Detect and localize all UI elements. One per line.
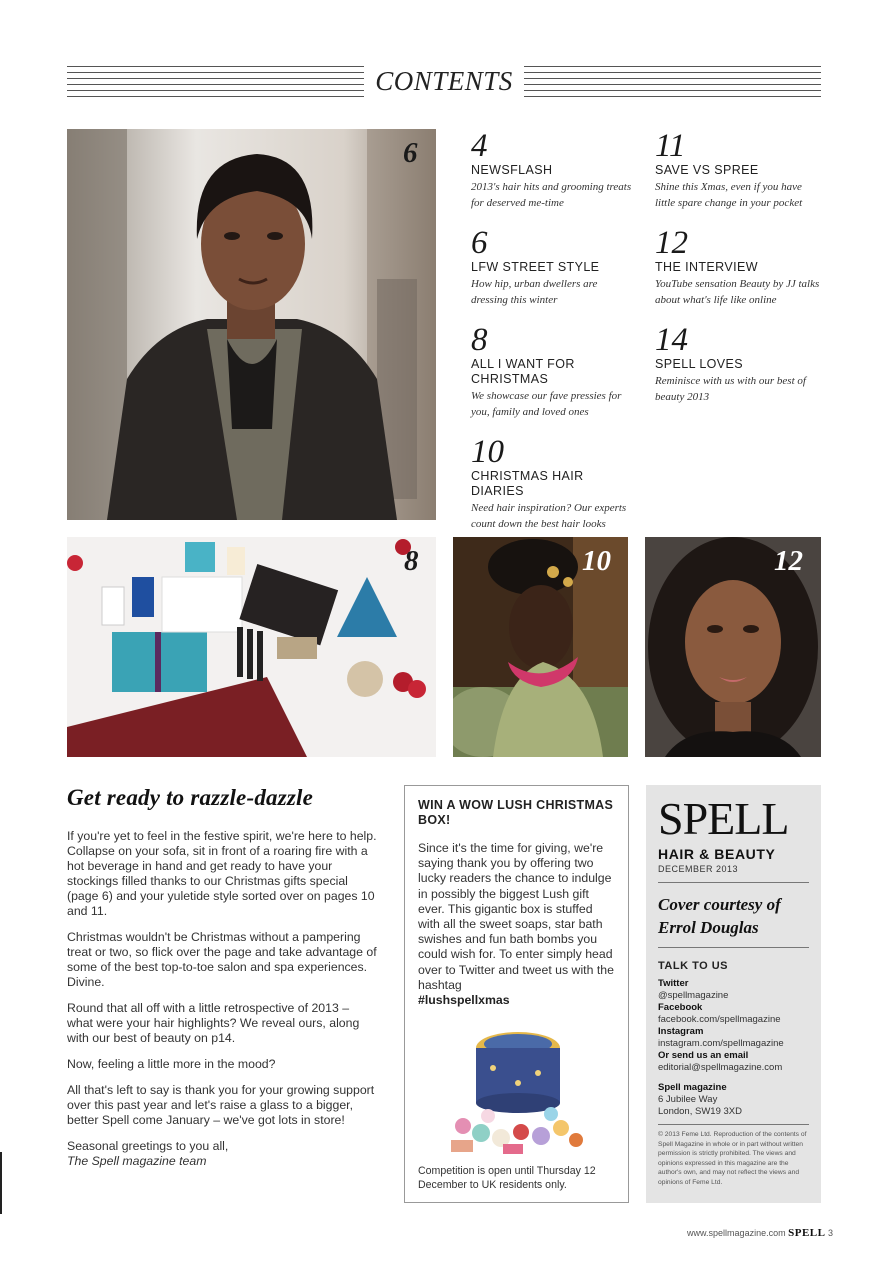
entry-title: LFW STREET STYLE [471,260,600,274]
signoff-team: The Spell magazine team [67,1154,207,1168]
legal-notice: © 2013 Feme Ltd. Reproduction of the contents of Spell Magazine in whole or in part without written permission is strictly prohibited. The views and opinions expressed in this magazine are the author's own, and may not reflect the views and opinions of Feme Ltd. [658,1131,807,1186]
contents-entry[interactable] [655,225,820,308]
entry-description: We showcase our fave pressies for you, family and loved ones [471,390,622,418]
address-line: 6 Jubilee Way [658,1094,718,1105]
editorial-signoff [67,1139,377,1169]
entry-title: ALL I WANT FOR CHRISTMAS [471,357,575,386]
entry-description: Reminisce with us with our best of beauty 2013 [655,375,806,403]
entry-page-number: 10 [471,434,504,470]
contact-item [658,1002,809,1026]
contact-item [658,1026,809,1050]
masthead-subtitle: HAIR & BEAUTY [658,846,776,862]
lush-gift-box-image [443,1028,593,1156]
competition-hashtag[interactable]: #lushspellxmas [418,993,510,1008]
signoff-greeting: Seasonal greetings to you all, [67,1139,229,1153]
address-line: London, SW19 3XD [658,1106,742,1117]
contents-entry[interactable] [655,322,820,405]
entry-title: SAVE VS SPREE [655,163,759,177]
entry-description: How hip, urban dwellers are dressing this winter [471,278,598,306]
competition-title: WIN A WOW LUSH CHRISTMAS BOX! [418,798,614,827]
entry-title: NEWSFLASH [471,163,553,177]
page-edge-mark [0,1152,2,1214]
competition-body [418,841,615,1008]
talk-to-us-heading: TALK TO US [658,960,728,972]
entry-title: SPELL LOVES [655,357,744,371]
entry-description: Need hair inspiration? Our experts count down the best hair looks [471,502,627,530]
street-style-photo [67,129,436,520]
competition-text: Since it's the time for giving, we're saying thank you by offering two lucky readers the chance to indulge in possibly the biggest Lush gift ever. This gigantic box is stuffed with all the sweet soaps, star bath swishes and fun bath bombs you could wish for. To enter simply head over to Twitter and tweet us with the hashtag [418,841,614,992]
divider [658,1124,809,1125]
page-footer [687,1227,833,1239]
footer-brand: SPELL [788,1227,826,1239]
footer-url[interactable]: www.spellmagazine.com [687,1228,786,1238]
email-link[interactable]: editorial@spellmagazine.com [658,1062,783,1073]
interview-photo [645,537,821,757]
address-label: Spell magazine [658,1082,727,1093]
entry-description: YouTube sensation Beauty by JJ talks about what's life like online [655,278,820,306]
contact-label: Or send us an email [658,1050,749,1061]
page-number-label: 12 [774,545,803,577]
page-title: CONTENTS [364,62,524,100]
entry-description: Shine this Xmas, even if you have little spare change in your pocket [655,181,803,209]
divider [658,882,809,883]
contact-item [658,1050,809,1074]
page-number-label: 10 [582,545,611,577]
entry-page-number: 6 [471,225,488,261]
contents-entry[interactable] [471,128,636,211]
competition-box [404,785,629,1203]
facebook-link[interactable]: facebook.com/spellmagazine [658,1014,781,1025]
contact-label: Instagram [658,1026,704,1037]
entry-page-number: 8 [471,322,488,358]
page-number-label: 6 [403,137,418,169]
issue-date: DECEMBER 2013 [658,864,739,874]
entry-description: 2013's hair hits and grooming treats for deserved me-time [471,181,632,209]
editorial-paragraph: All that's left to say is thank you for your growing support over this past year and let's raise a glass to a bigger, better Spell come January – we've got lots in store! [67,1083,375,1127]
editorial-paragraph: Round that all off with a little retrospective of 2013 – what were your hair highlights? We reveal ours, along with our best of beauty on p14. [67,1001,360,1045]
footer-page-number: 3 [827,1228,833,1238]
page-number-label: 8 [404,545,419,577]
editorial-heading: Get ready to razzle-dazzle [67,785,314,810]
contact-label: Twitter [658,978,689,989]
editorial-column [67,785,377,1169]
contact-label: Facebook [658,1002,703,1013]
editorial-paragraph: Now, feeling a little more in the mood? [67,1057,276,1071]
competition-terms: Competition is open until Thursday 12 December to UK residents only. [418,1165,596,1191]
contents-entry[interactable] [471,434,636,532]
editorial-paragraph: Christmas wouldn't be Christmas without a pampering treat or two, so flick over the page and take advantage of some of the best top-to-toe salon and spa experiences. Divine. [67,930,377,989]
contents-entry[interactable] [471,322,636,420]
postal-address [658,1082,809,1118]
entry-title: THE INTERVIEW [655,260,758,274]
instagram-link[interactable]: instagram.com/spellmagazine [658,1038,784,1049]
entry-page-number: 14 [655,322,688,358]
editorial-paragraph: If you're yet to feel in the festive spirit, we're here to help. Collapse on your sofa, sit in front of a roaring fire with a hot beverage in hand and get ready to have your stockings filled thanks to our Christmas gifts special (page 6) and your yuletide style sorted over on pages 10 and 11. [67,829,377,918]
entry-page-number: 4 [471,128,488,164]
contact-item [658,978,809,1002]
masthead-panel [646,785,821,1203]
twitter-handle[interactable]: @spellmagazine [658,990,729,1001]
contents-entry[interactable] [655,128,820,211]
gifts-photo [67,537,436,757]
entry-title: CHRISTMAS HAIR DIARIES [471,469,584,498]
hair-photo [453,537,628,757]
cover-credit: Cover courtesy of Errol Douglas [658,895,781,937]
contents-entry[interactable] [471,225,636,308]
spell-logo: SPELL [658,793,789,844]
entry-page-number: 12 [655,225,688,261]
entry-page-number: 11 [655,128,686,164]
divider [658,947,809,948]
